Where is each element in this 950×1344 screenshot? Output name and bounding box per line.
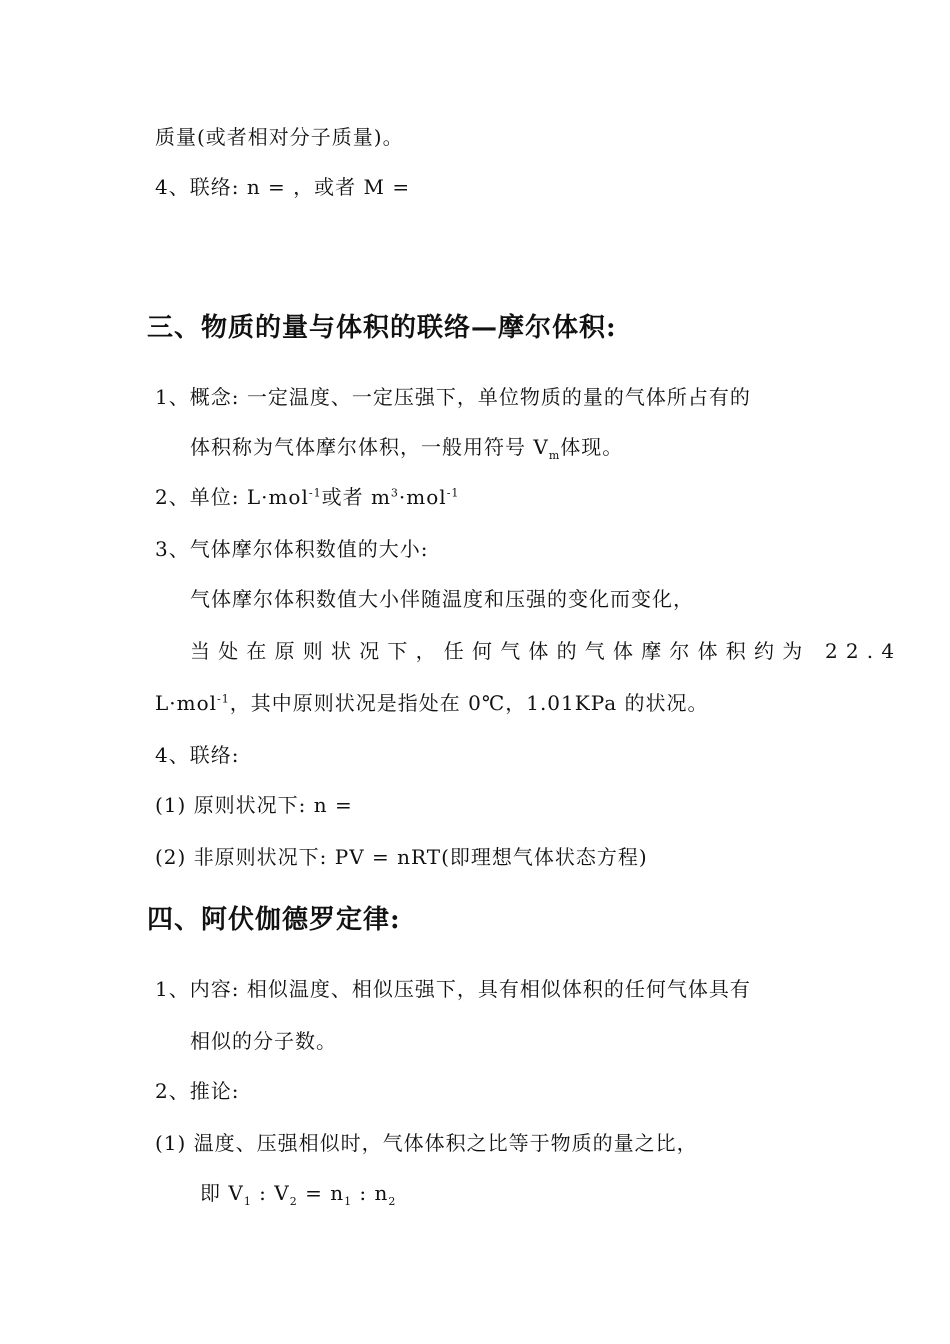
eq-sub-2: 2 [289,1195,298,1208]
molar-volume-line-a: 气体摩尔体积数值大小伴随温度和压强的变化而变化， [190,587,694,611]
law-content-line-a: 1、内容: 相似温度、相似压强下，具有相似体积的任何气体具有 [155,977,751,1001]
unit-sup-2: 3 [390,486,399,500]
inference-equation [200,1180,396,1206]
relation-line-4: 4、联络: n = ，或者 M = [155,175,411,199]
unit-text: 2、单位: L·mol [155,485,309,509]
molar-volume-line-c [155,690,709,716]
eq-sub-1: 1 [243,1195,252,1208]
molar-volume-title: 3、气体摩尔体积数值的大小: [155,537,429,561]
concept-text: 体积称为气体摩尔体积，一般用符号 V [190,435,549,459]
relation-item-1: (1) 原则状况下: n = [155,793,353,817]
relation-title: 4、联络: [155,743,240,767]
unit-sup-3: -1 [446,486,460,500]
section-4-heading: 四、阿伏伽德罗定律: [147,905,401,935]
inference-item-1: (1) 温度、压强相似时，气体体积之比等于物质的量之比， [155,1131,698,1155]
law-content-line-b: 相似的分子数。 [190,1029,337,1053]
mass-text-line: 质量(或者相对分子质量)。 [155,125,404,149]
concept-text-end: 体现。 [560,435,624,459]
eq-part: : n [352,1181,389,1205]
section-3-heading: 三、物质的量与体积的联络—摩尔体积: [147,313,617,343]
eq-part: : V [251,1181,290,1205]
eq-sub-3: 1 [344,1195,353,1208]
concept-line-a: 1、概念: 一定温度、一定压强下，单位物质的量的气体所占有的 [155,385,751,409]
molar-volume-line-b: 当处在原则状况下，任何气体的气体摩尔体积约为 22.4 [190,639,903,663]
stp-text: ，其中原则状况是指处在 0℃，1.01KPa 的状况。 [229,691,709,715]
stp-unit: L·mol [155,691,218,715]
unit-mol: ·mol [398,485,447,509]
unit-line [155,484,459,510]
eq-part: = n [297,1181,345,1205]
stp-sup: -1 [217,692,230,706]
unit-or: 或者 m [321,485,391,509]
concept-line-b [190,434,623,460]
relation-item-2: (2) 非原则状况下: PV = nRT(即理想气体状态方程) [155,845,648,869]
eq-sub-4: 2 [388,1195,397,1208]
unit-sup-1: -1 [308,486,322,500]
inference-title: 2、推论: [155,1079,240,1103]
eq-part: 即 V [200,1181,244,1205]
vm-subscript: m [548,449,561,462]
